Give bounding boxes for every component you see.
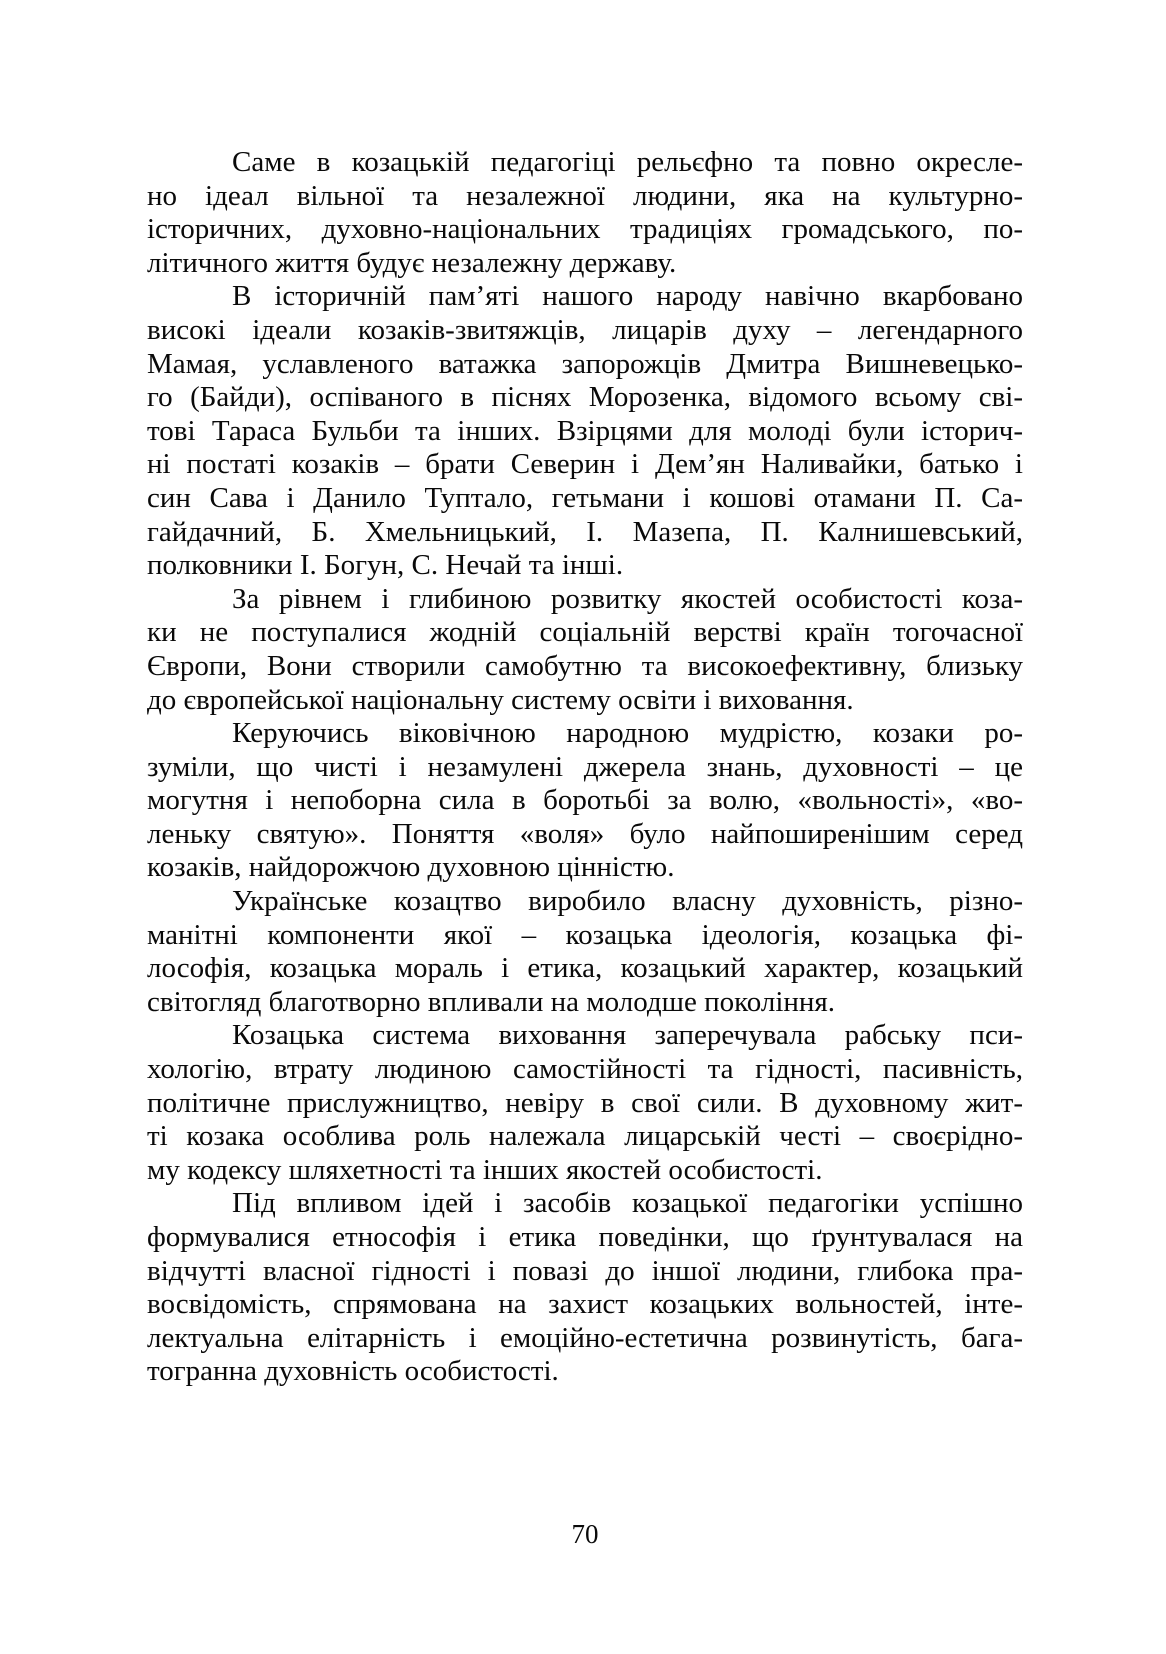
text-line: го (Байди), оспіваного в піснях Морозенка, відомого всьому сві-: [147, 381, 1023, 414]
text-line: політичне прислужництво, невіру в свої сили. В духовному жит-: [147, 1086, 1023, 1119]
text-line: Саме в козацькій педагогіці рельєфно та повно окресле-: [232, 146, 1023, 178]
text-line: літичного життя будує незалежну державу.: [147, 246, 677, 279]
text-line: лософія, козацька мораль і етика, козацький характер, козацький: [147, 952, 1023, 985]
text-line: до європейської національну систему освіти і виховання.: [147, 683, 854, 716]
text-line: ні постаті козаків – брати Северин і Дем’ян Наливайки, батько і: [147, 448, 1023, 481]
page-number: 70: [571, 1519, 599, 1549]
text-line: Мамая, уславленого ватажка запорожців Дмитра Вишневецько-: [147, 347, 1023, 380]
text-line: лектуальна елітарність і емоційно-естетична розвинутість, бага-: [147, 1321, 1023, 1354]
text-line: восвідомість, спрямована на захист козацьких вольностей, інте-: [147, 1288, 1023, 1321]
paragraph: [147, 280, 1023, 582]
text-line: Козацька система виховання заперечувала рабську пси-: [232, 1019, 1023, 1052]
text-line: світогляд благотворно впливали на молодше покоління.: [147, 985, 835, 1018]
text-line: син Сава і Данило Туптало, гетьмани і кошові отамани П. Са-: [147, 481, 1023, 514]
text-line: полковники І. Богун, С. Нечай та інші.: [147, 549, 624, 582]
paragraph: [147, 1187, 1023, 1389]
text-line: могутня і непоборна сила в боротьбі за волю, «вольності», «во-: [147, 784, 1023, 817]
text-line: Європи, Вони створили самобутню та високоефективну, близьку: [147, 649, 1023, 682]
text-line: манітні компоненти якої – козацька ідеологія, козацька фі-: [147, 918, 1023, 951]
text-line: формувалися етнософія і етика поведінки, що ґрунтувалася на: [147, 1221, 1023, 1253]
paragraph: [147, 146, 1023, 280]
text-line: Під впливом ідей і засобів козацької педагогіки успішно: [232, 1187, 1023, 1220]
text-line: му кодексу шляхетності та інших якостей особистості.: [147, 1153, 823, 1186]
text-line: гайдачний, Б. Хмельницький, І. Мазепа, П. Калнишевський,: [147, 515, 1023, 548]
paragraph: [147, 583, 1023, 717]
text-line: козаків, найдорожчою духовною цінністю.: [147, 851, 675, 884]
text-line: зуміли, що чисті і незамулені джерела знань, духовності – це: [147, 750, 1023, 783]
text-block: [147, 146, 1023, 1389]
paragraph: [147, 717, 1023, 885]
text-line: ті козака особлива роль належала лицарській честі – своєрідно-: [147, 1120, 1023, 1153]
text-line: відчутті власної гідності і повазі до іншої людини, глибока пра-: [147, 1254, 1023, 1287]
text-line: За рівнем і глибиною розвитку якостей особистості коза-: [232, 582, 1023, 615]
text-line: історичних, духовно-національних традиціях громадського, по-: [147, 213, 1023, 246]
text-line: хологію, втрату людиною самостійності та гідності, пасивність,: [147, 1053, 1023, 1086]
text-line: тові Тараса Бульби та інших. Взірцями для молоді були історич-: [147, 414, 1023, 447]
text-line: В історичній пам’яті нашого народу навічно вкарбовано: [232, 280, 1023, 313]
text-line: високі ідеали козаків-звитяжців, лицарів духу – легендарного: [147, 313, 1023, 346]
paragraph: [147, 1019, 1023, 1187]
text-line: Українське козацтво виробило власну духовність, різно-: [232, 885, 1023, 918]
text-line: тогранна духовність особистості.: [147, 1355, 559, 1388]
text-line: ки не поступалися жодній соціальній верстві країн тогочасної: [147, 616, 1023, 649]
text-line: Керуючись віковічною народною мудрістю, козаки ро-: [232, 717, 1023, 750]
paragraph: [147, 885, 1023, 1019]
text-line: леньку святую». Поняття «воля» було найпоширенішим серед: [147, 817, 1023, 850]
text-line: но ідеал вільної та незалежної людини, яка на культурно-: [147, 179, 1023, 212]
